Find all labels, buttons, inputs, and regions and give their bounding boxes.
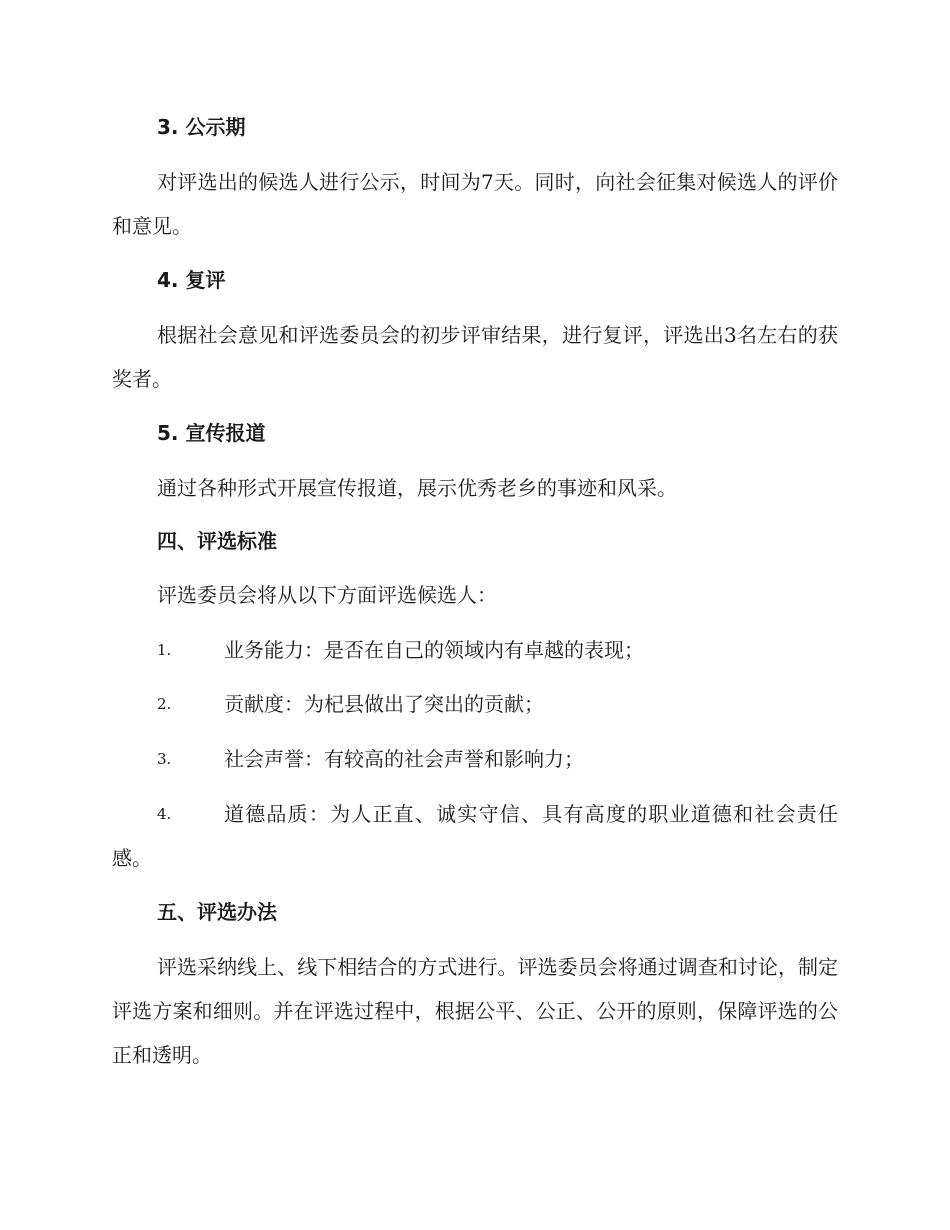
paragraph-publicity-period: 对评选出的候选人进行公示，时间为7天。同时，向社会征集对候选人的评价和意见。	[112, 170, 838, 238]
heading-publicity-report: 5. 宣传报道	[157, 421, 266, 445]
list-text: 业务能力：是否在自己的领域内有卓越的表现；	[224, 638, 644, 662]
paragraph-criteria-intro: 评选委员会将从以下方面评选候选人：	[157, 583, 497, 607]
list-number: 4.	[157, 805, 172, 823]
criteria-item	[112, 792, 838, 880]
paragraph-review: 根据社会意见和评选委员会的初步评审结果，进行复评，评选出3名左右的获奖者。	[112, 323, 838, 391]
criteria-item	[112, 682, 838, 726]
list-text: 社会声誉：有较高的社会声誉和影响力；	[224, 747, 584, 771]
heading-method: 五、评选办法	[157, 900, 277, 924]
heading-criteria: 四、评选标准	[157, 529, 277, 553]
heading-review: 4. 复评	[157, 268, 226, 292]
paragraph-publicity-report: 通过各种形式开展宣传报道，展示优秀老乡的事迹和风采。	[157, 476, 677, 500]
list-text: 道德品质：为人正直、诚实守信、具有高度的职业道德和社会责任感。	[112, 802, 838, 870]
list-number: 2.	[157, 695, 172, 713]
list-text: 贡献度：为杞县做出了突出的贡献；	[224, 692, 544, 716]
criteria-item	[112, 737, 838, 781]
heading-publicity-period: 3. 公示期	[157, 115, 246, 139]
list-number: 1.	[157, 641, 172, 659]
paragraph-method: 评选采纳线上、线下相结合的方式进行。评选委员会将通过调查和讨论，制定评选方案和细则。并在评选过程中，根据公平、公正、公开的原则，保障评选的公正和透明。	[112, 955, 838, 1067]
list-number: 3.	[157, 750, 172, 768]
criteria-item	[112, 628, 838, 672]
